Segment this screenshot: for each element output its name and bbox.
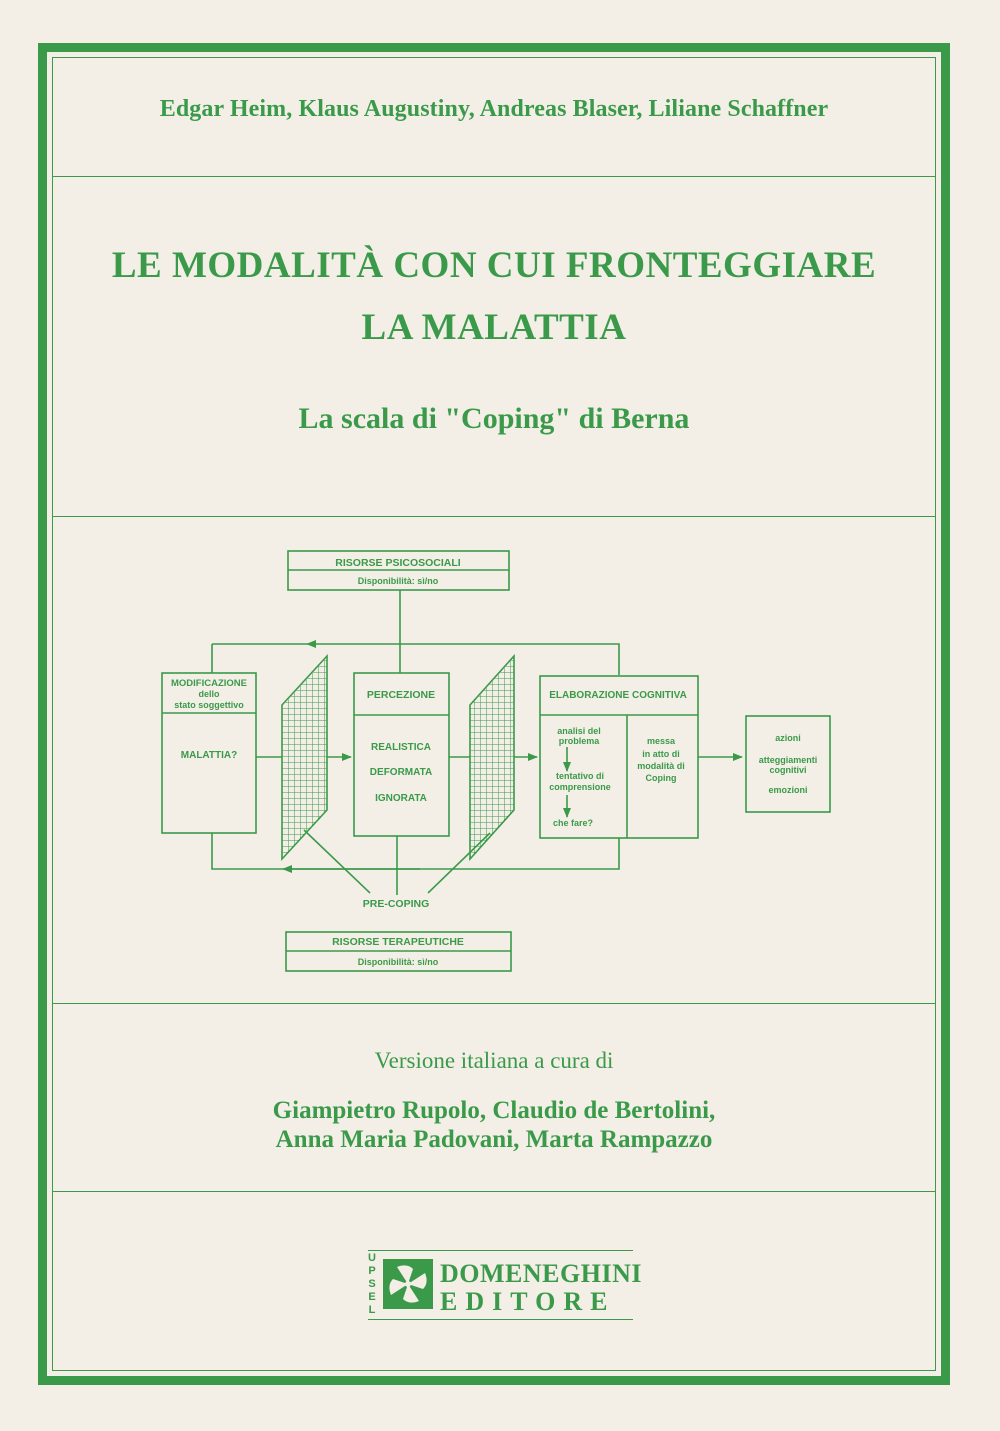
diagram-label: tentativo di <box>555 771 605 781</box>
upsel-vertical-text <box>366 1252 378 1317</box>
diagram-label: messa <box>646 736 676 746</box>
translators-line-1: Giampietro Rupolo, Claudio de Bertolini, <box>272 1097 716 1124</box>
diagram-label: problema <box>558 736 600 746</box>
italian-version-label: Versione italiana a cura di <box>374 1048 614 1073</box>
diagram-label: DEFORMATA <box>369 767 433 778</box>
diagram-label: modalità di <box>637 761 685 771</box>
diagram-label: azioni <box>775 733 801 743</box>
publisher-name: DOMENEGHINI <box>440 1259 642 1288</box>
upsel-letter: E <box>368 1291 376 1303</box>
diagram-label: cognitivi <box>769 765 807 775</box>
pre-coping-label: PRE-COPING <box>362 898 430 910</box>
upsel-letter: P <box>368 1265 376 1277</box>
diagram-label: Coping <box>645 773 677 783</box>
diagram-label: analisi del <box>557 726 601 736</box>
diagram-label: atteggiamenti <box>758 755 818 765</box>
title-line-2: LA MALATTIA <box>361 307 627 348</box>
publisher-emblem-icon <box>383 1259 433 1309</box>
illness-label: MALATTIA? <box>180 750 238 761</box>
publisher-editore: EDITORE <box>440 1287 616 1316</box>
title-line-1: LE MODALITÀ CON CUI FRONTEGGIARE <box>111 245 877 286</box>
diagram-label: MODIFICAZIONE <box>171 678 247 689</box>
upsel-letter: S <box>368 1278 376 1290</box>
translators-line-2: Anna Maria Padovani, Marta Rampazzo <box>275 1126 713 1153</box>
upsel-letter: L <box>368 1304 376 1316</box>
diagram-label: emozioni <box>768 785 808 795</box>
subtitle: La scala di "Coping" di Berna <box>298 402 690 435</box>
upsel-letter: U <box>368 1252 376 1264</box>
availability-top: Disponibilità: sì/no <box>357 576 439 586</box>
left-filter-mesh <box>282 656 327 859</box>
diagram-label: in atto di <box>642 749 680 759</box>
diagram-label: stato soggettivo <box>174 700 244 710</box>
perception-label: PERCEZIONE <box>366 689 436 701</box>
diagram-label: IGNORATA <box>375 793 427 804</box>
diagram-label: REALISTICA <box>371 742 431 753</box>
psychosocial-resources-label: RISORSE PSICOSOCIALI <box>335 557 461 569</box>
right-filter-mesh <box>470 656 514 859</box>
diagram-label: comprensione <box>549 782 611 792</box>
authors: Edgar Heim, Klaus Augustiny, Andreas Blaser, Liliane Schaffner <box>159 96 829 122</box>
diagram-label: che fare? <box>552 818 594 828</box>
cognitive-label: ELABORAZIONE COGNITIVA <box>549 690 687 701</box>
availability-bottom: Disponibilità: sì/no <box>357 957 439 967</box>
diagram-label: dello <box>198 689 220 699</box>
therapeutic-resources-label: RISORSE TERAPEUTICHE <box>332 936 464 948</box>
